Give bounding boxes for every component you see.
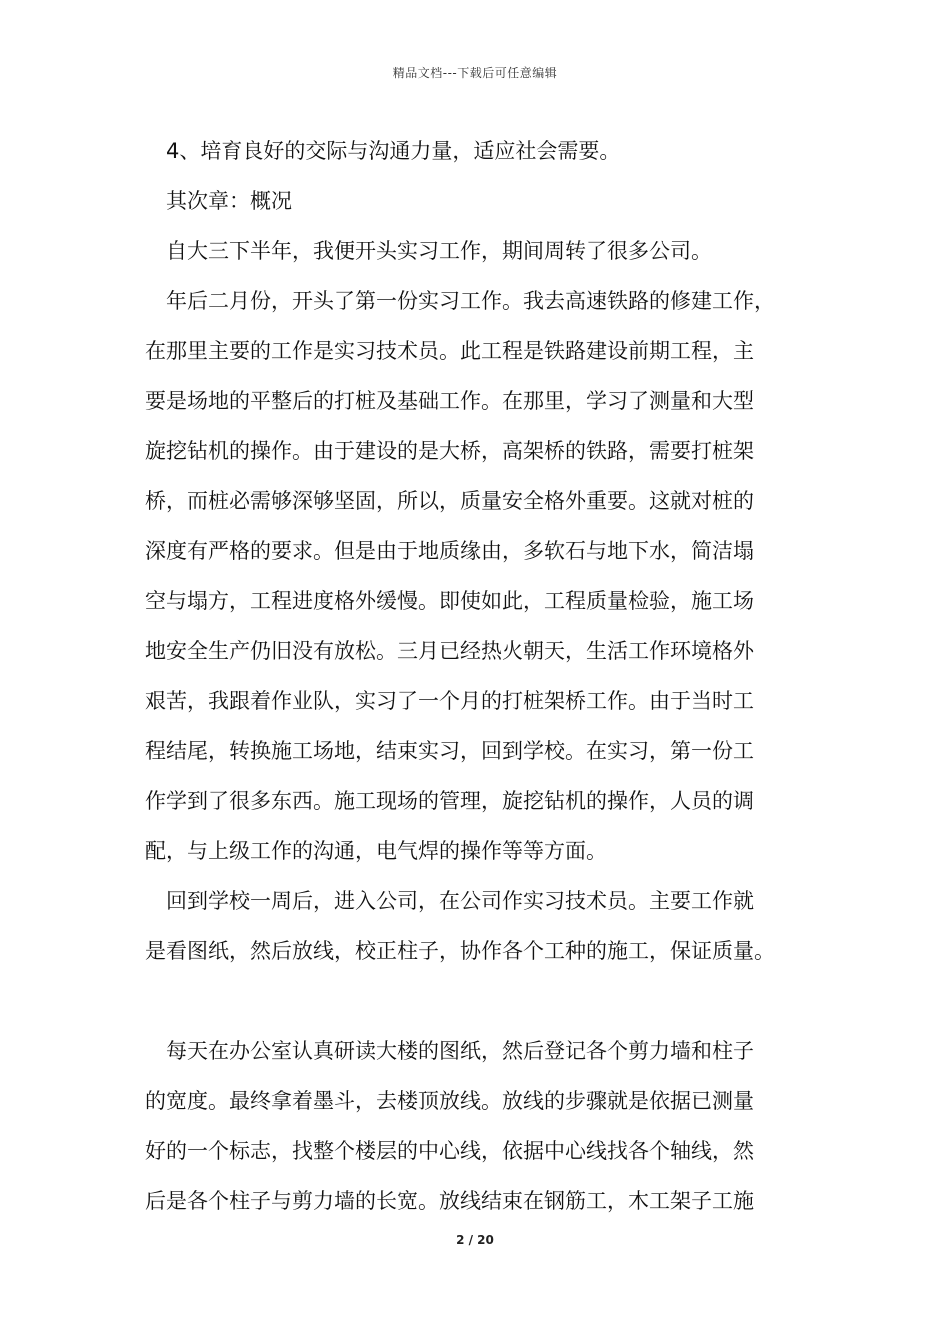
text-line: 每天在办公室认真研读大楼的图纸，然后登记各个剪力墙和柱子 — [166, 1039, 754, 1063]
text-line: 深度有严格的要求。但是由于地质缘由，多软石与地下水，简洁塌 — [145, 539, 754, 563]
text-line: 4、培育良好的交际与沟通力量，适应社会需要。 — [166, 139, 621, 163]
text-line: 的宽度。最终拿着墨斗，去楼顶放线。放线的步骤就是依据已测量 — [145, 1089, 754, 1113]
text-line: 艰苦，我跟着作业队，实习了一个月的打桩架桥工作。由于当时工 — [145, 689, 754, 713]
text-line: 作学到了很多东西。施工现场的管理，旋挖钻机的操作，人员的调 — [145, 789, 754, 813]
text-line: 是看图纸，然后放线，校正柱子，协作各个工种的施工，保证质量。 — [145, 939, 775, 963]
text-line: 好的一个标志，找整个楼层的中心线，依据中心线找各个轴线，然 — [145, 1139, 754, 1163]
text-line: 自大三下半年，我便开头实习工作，期间周转了很多公司。 — [166, 239, 712, 263]
page-number: 2 / 20 — [456, 1233, 494, 1247]
text-line: 旋挖钻机的操作。由于建设的是大桥，高架桥的铁路，需要打桩架 — [145, 439, 754, 463]
text-line: 年后二月份，开头了第一份实习工作。我去高速铁路的修建工作， — [166, 289, 775, 313]
text-line: 空与塌方，工程进度格外缓慢。即使如此，工程质量检验，施工场 — [145, 589, 754, 613]
text-line: 配，与上级工作的沟通，电气焊的操作等等方面。 — [145, 839, 607, 863]
text-line: 地安全生产仍旧没有放松。三月已经热火朝天，生活工作环境格外 — [145, 639, 754, 663]
text-line: 在那里主要的工作是实习技术员。此工程是铁路建设前期工程，主 — [145, 339, 754, 363]
paragraph-gap — [145, 976, 825, 1026]
text-line: 桥，而桩必需够深够坚固，所以，质量安全格外重要。这就对桩的 — [145, 489, 754, 513]
section-heading: 其次章：概况 — [166, 189, 292, 213]
document-body — [145, 126, 825, 1226]
text-line: 要是场地的平整后的打桩及基础工作。在那里，学习了测量和大型 — [145, 389, 754, 413]
text-line: 回到学校一周后，进入公司，在公司作实习技术员。主要工作就 — [166, 889, 754, 913]
text-line: 后是各个柱子与剪力墙的长宽。放线结束在钢筋工，木工架子工施 — [145, 1189, 754, 1213]
text-line: 程结尾，转换施工场地，结束实习，回到学校。在实习，第一份工 — [145, 739, 754, 763]
page-header: 精品文档---下载后可任意编辑 — [392, 66, 558, 80]
